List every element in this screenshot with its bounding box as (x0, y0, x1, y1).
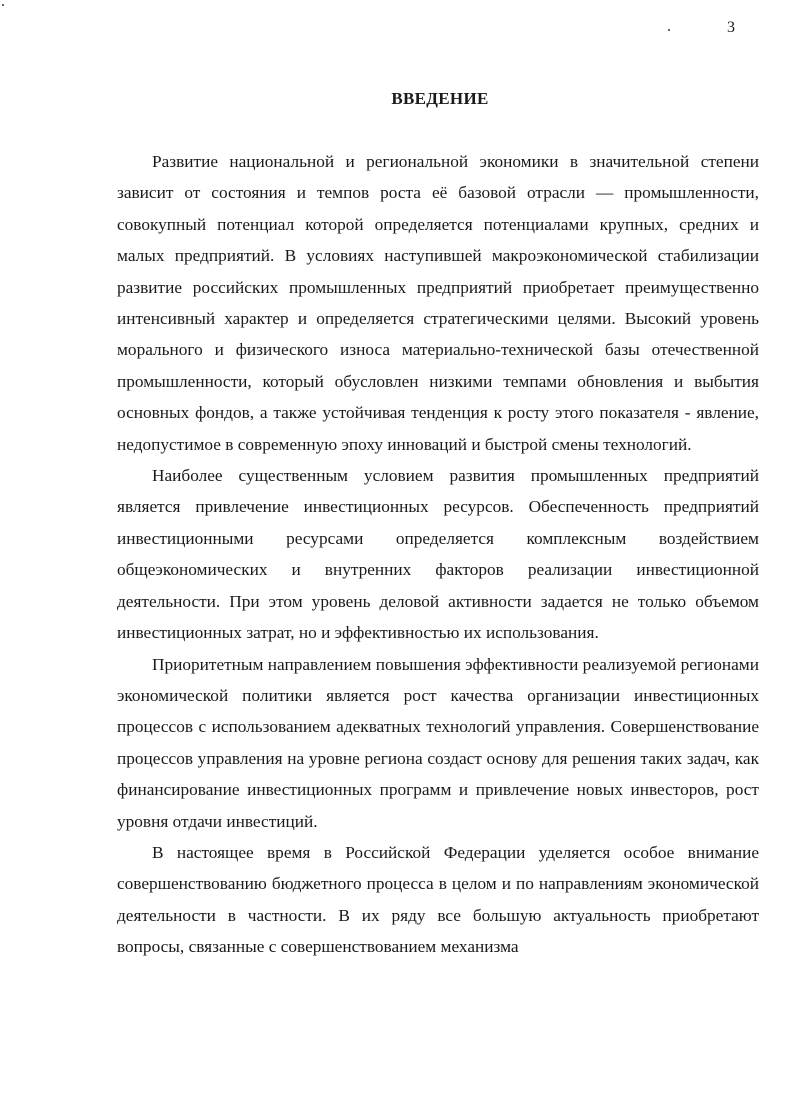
page-number: 3 (727, 19, 735, 36)
scan-speck (668, 29, 670, 31)
body-text (117, 146, 759, 963)
paragraph: Наиболее существенным условием развития промышленных предприятий является привлечение инвестиционных ресурсов. Обеспеченность предприятий инвестиционными ресурсами определяется комплексным воздействием общеэкономических и внутренних факторов реализации инвестиционной деятельности. При этом уровень деловой активности задается не только объемом инвестиционных затрат, но и эффективностью их использования. (117, 466, 759, 643)
paragraph: Приоритетным направлением повышения эффективности реализуемой регионами экономической политики является рост качества организации инвестиционных процессов с использованием адекватных технологий управления. Совершенствование процессов управления на уровне региона создаст основу для решения таких задач, как финансирование инвестиционных программ и привлечение новых инвесторов, рост уровня отдачи инвестиций. (117, 654, 759, 831)
scan-speck (2, 4, 4, 6)
paragraph: Развитие национальной и региональной экономики в значительной степени зависит от состояния и темпов роста её базовой отрасли — промышленности, совокупный потенциал которой определяется потенциалами крупных, средних и малых предприятий. В условиях наступившей макроэкономической стабилизации развитие российских промышленных предприятий приобретает преимущественно интенсивный характер и определяется стратегическими целями. Высокий уровень морального и физического износа материально-технической базы отечественной промышленности, который обусловлен низкими темпами обновления и выбытия основных фондов, а также устойчивая тенденция к росту этого показателя - явление, недопустимое в современную эпоху инноваций и быстрой смены технологий. (117, 152, 759, 454)
section-heading: ВВЕДЕНИЕ (391, 89, 489, 108)
paragraph: В настоящее время в Российской Федерации уделяется особое внимание совершенствованию бюджетного процесса в целом и по направлениям экономической деятельности в частности. В их ряду все большую актуальность приобретают вопросы, связанные с совершенствованием механизма (117, 842, 759, 957)
